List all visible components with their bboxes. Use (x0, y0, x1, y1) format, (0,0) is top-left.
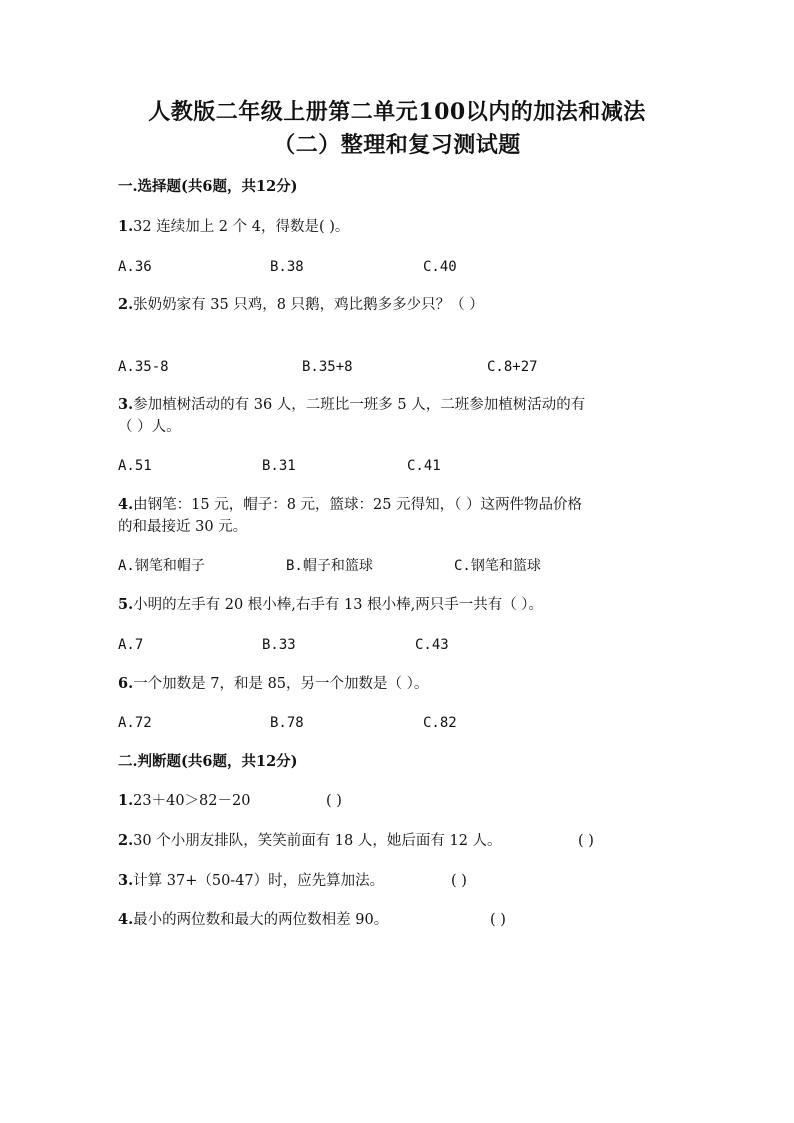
question-number: 2. (118, 832, 134, 849)
judge-3-answer-blank: ( ) (451, 873, 467, 889)
choice-1-option-b: B.38 (270, 259, 304, 275)
choice-question-3-continued: （ ）人。 (118, 419, 181, 435)
choice-2-option-b: B.35+8 (302, 359, 353, 375)
choice-1-option-a: A.36 (118, 259, 152, 275)
choice-5-option-c: C.43 (415, 637, 449, 653)
question-text: 张奶奶家有 35 只鸡，8 只鹅，鸡比鹅多多少只？（ ） (133, 297, 484, 313)
choice-5-option-b: B.33 (262, 637, 296, 653)
choice-question-1 (118, 216, 349, 238)
question-text: 32 连续加上 2 个 4，得数是( )。 (133, 219, 350, 235)
question-text: 计算 37+（50-47）时，应先算加法。 (133, 873, 385, 889)
choice-question-6 (118, 673, 428, 695)
judge-question-4 (118, 909, 388, 931)
choice-question-2 (118, 294, 484, 316)
choice-2-option-a: A.35-8 (118, 359, 169, 375)
question-text: 小明的左手有 20 根小棒,右手有 13 根小棒,两只手一共有（ ）。 (133, 597, 544, 613)
choice-6-option-a: A.72 (118, 715, 152, 731)
question-number: 6. (118, 675, 134, 692)
choice-6-option-b: B.78 (270, 715, 304, 731)
question-number: 3. (118, 872, 134, 889)
choice-question-4-continued: 的和最接近 30 元。 (118, 519, 248, 535)
question-number: 5. (118, 596, 134, 613)
question-text: 参加植树活动的有 36 人，二班比一班多 5 人，二班参加植树活动的有 (133, 397, 586, 413)
question-text: 30 个小朋友排队，笑笑前面有 18 人，她后面有 12 人。 (133, 833, 502, 849)
judge-1-answer-blank: ( ) (326, 793, 342, 809)
question-text: 一个加数是 7，和是 85，另一个加数是（ ）。 (133, 676, 429, 692)
choice-question-5 (118, 594, 543, 616)
judge-4-answer-blank: ( ) (490, 912, 506, 928)
question-number: 1. (118, 792, 134, 809)
choice-3-option-a: A.51 (118, 458, 152, 474)
page-title-line-2: （二）整理和复习测试题 (273, 132, 521, 158)
judge-2-answer-blank: ( ) (578, 833, 594, 849)
choice-4-option-b: B.帽子和篮球 (286, 558, 373, 574)
choice-1-option-c: C.40 (423, 259, 457, 275)
question-number: 4. (118, 911, 134, 928)
question-number: 3. (118, 396, 134, 413)
section-heading-judge: 二.判断题(共6题，共12分) (118, 753, 298, 770)
question-number: 1. (118, 218, 134, 235)
question-number: 2. (118, 296, 134, 313)
choice-4-option-a: A.钢笔和帽子 (118, 558, 205, 574)
section-heading-choice: 一.选择题(共6题，共12分) (118, 178, 298, 195)
question-text: 23＋40＞82－20 (133, 793, 251, 809)
choice-question-3 (118, 394, 585, 416)
choice-6-option-c: C.82 (423, 715, 457, 731)
judge-question-3 (118, 870, 384, 892)
choice-3-option-b: B.31 (262, 458, 296, 474)
choice-4-option-c: C.钢笔和篮球 (454, 558, 541, 574)
choice-3-option-c: C.41 (407, 458, 441, 474)
choice-5-option-a: A.7 (118, 637, 144, 653)
question-number: 4. (118, 496, 134, 513)
question-text: 由钢笔：15 元，帽子：8 元，篮球：25 元得知，（ ）这两件物品价格 (133, 497, 582, 513)
judge-question-2 (118, 830, 502, 852)
choice-2-option-c: C.8+27 (487, 359, 538, 375)
judge-question-1 (118, 790, 250, 812)
page-title-line-1: 人教版二年级上册第二单元100以内的加法和减法 (148, 99, 646, 125)
question-text: 最小的两位数和最大的两位数相差 90。 (133, 912, 389, 928)
choice-question-4 (118, 494, 582, 516)
